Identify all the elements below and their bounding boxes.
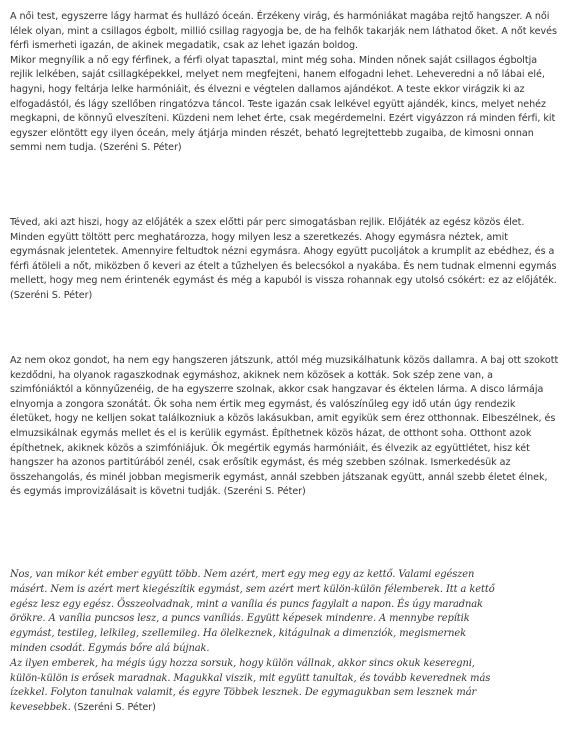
text-line: semmi nem tudja. (Szeréni S. Péter) bbox=[10, 142, 182, 154]
text-line: lélek olyan, mint a csillagos égbolt, millió csillag ragyogja be, de ha felhők takarják nem láthatod őket. A nőt kevés bbox=[10, 25, 557, 37]
text-fragment: kevesebbek. bbox=[10, 702, 71, 714]
text-line: szimfóniáktól a könnyűzenéig, de ha egyszerre szolnak, akkor csak hangzavar és éktelen lárma. A disco lármája bbox=[10, 384, 544, 396]
text-line: külön-külön is erősek maradnak. Magukkal viszik, mit együtt tanultak, és tovább keverednek más bbox=[10, 672, 491, 684]
signature: (Szeréni S. Péter) bbox=[70, 702, 156, 714]
text-line: Az ilyen emberek, ha mégis úgy hozza sorsuk, hogy külön vállnak, akkor sincs okuk keseregni, bbox=[10, 657, 475, 669]
text-line: rejlik lelkében, saját csillagképekkel, melyet nem megfejteni, hanem elfogadni lehet. Leheveredni a nő lábai elé, bbox=[10, 69, 545, 81]
text-line: elmuzsikálnak egymás mellet és el is kerülik egymást. Építhetnek közös házat, de otthont soha. Otthont azok bbox=[10, 427, 532, 439]
text-line: és egymás improvizálásait is követni tudják. (Szeréni S. Péter) bbox=[10, 486, 306, 498]
text-line: Mikor megnyílik a nő egy férfinek, a férfi olyat tapasztal, mint még soha. Minden nőnek saját csillagos égboltja bbox=[10, 54, 538, 66]
text-line: Nos, van mikor két ember együtt több. Nem azért, mert egy meg egy az kettő. Valami egészen bbox=[10, 569, 475, 580]
text-line: összehangolás, és minél jobban megismerik egymást, annál szebben játszanak együtt, annál szebb életet élnek, bbox=[10, 471, 548, 483]
text-line: egymást, testileg, lelkileg, szellemileg. Ha ölelkeznek, kitágulnak a dimenziók, megismernek bbox=[10, 628, 466, 640]
text-line: Az nem okoz gondot, ha nem egy hangszeren játszunk, attól még muzsikálhatunk közös dallamra. A baj ott szokott bbox=[10, 355, 559, 366]
text-line: elfogadástól, és lágy szellőben ringatózva táncol. Teste igazán csak lelkével együtt ajándék, kincs, melyet nehéz bbox=[10, 98, 547, 110]
paragraph-instruments bbox=[10, 354, 566, 500]
text-line: életüket, hogy ne kelljen sokat találkozniuk a közös lakásukban, amit egyikük sem érez otthonnak. Elbeszélnek, és bbox=[10, 413, 556, 425]
text-line: ízekkel. Folyton tanulnak valamit, és egyre Többek lesznek. De egymagukban sem lesznek már bbox=[10, 687, 477, 699]
text-line: másért. Nem is azért mert kiegészítik egymást, sem azért mert külön-külön félemberek. Itt a kettő bbox=[10, 583, 495, 595]
text-line: hagyni, hogy feltárja lelke harmóniáit, és élvezni e végtelen dallamos ajándékot. A teste ekkor virágzik ki az bbox=[10, 83, 525, 95]
text-line: megkapni, de könnyű elveszíteni. Küzdeni nem lehet érte, csak megérdemelni. Ezért vigyázzon rá minden férfi, kit bbox=[10, 113, 556, 125]
text-line: egész lesz egy egész. Összeolvadnak, mint a vanília és puncs fagylalt a napon. És úgy maradnak bbox=[10, 598, 483, 610]
text-line: építhetnek, akiknek közös a szimfóniájuk. Ők megértik egymás harmóniáit, és élvezik az együttlétet, hisz két bbox=[10, 442, 530, 454]
paragraph-together bbox=[10, 568, 566, 716]
text-line: férfi átöleli a nőt, miközben ő keveri az ételt a tűzhelyen és belecsókol a nyakába. És nem tudnak elmenni egymás bbox=[10, 260, 557, 272]
text-line: egymásnak jelentetek. Amennyire feltudtok nézni egymásra. Ahogy együtt pucoljátok a krumplit az ebédhez, és a bbox=[10, 246, 555, 258]
text-line: örökre. A vanília puncsos lesz, a puncs vaníliás. Együtt képesek mindenre. A mennybe repítik bbox=[10, 613, 470, 625]
text-line-last bbox=[10, 701, 566, 716]
text-line: kezdődni, ha olyanok ragaszkodnak egymáshoz, akiknek nem közösek a kották. Sok szép zene van, a bbox=[10, 369, 493, 381]
paragraph-woman-body bbox=[10, 10, 566, 156]
text-line: A női test, egyszerre lágy harmat és hullázó óceán. Érzékeny virág, és harmóniákat magába rejtő hangszer. A női bbox=[10, 11, 550, 22]
text-line: egyszer elöntött egy ilyen óceán, mely átjárja minden részét, beható legrejtettebb zugaiba, de kimosni onnan bbox=[10, 127, 534, 139]
text-line: mellett, hogy meg nem érintenék egymást és még a kapuból is vissza rohannak egy utolsó csókért: ez az előjáték. bbox=[10, 275, 557, 287]
text-line: (Szeréni S. Péter) bbox=[10, 289, 93, 301]
text-line: Téved, aki azt hiszi, hogy az előjáték a szex előtti pár perc simogatásban rejlik. Előjáték az egész közös élet. bbox=[10, 217, 525, 228]
text-line: Minden együtt töltött perc meghatározza, hogy milyen lesz a szeretkezés. Ahogy egymásra néztek, amit bbox=[10, 231, 508, 243]
text-line: férfi ismerheti igazán, de akinek megadatik, csak az lehet igazán boldog. bbox=[10, 40, 359, 52]
paragraph-foreplay bbox=[10, 216, 566, 304]
text-line: elnyomja a zongora szonátát. Ők soha nem értik meg egymást, és valószínűleg egy idő után úgy rendezik bbox=[10, 398, 516, 410]
text-line: hangszer ha azonos partitúrából zenél, csak erősítik egymást, és még szebben szólnak. Ismerkedésük az bbox=[10, 457, 511, 469]
text-line: minden csodát. Egymás bőre alá bújnak. bbox=[10, 642, 210, 654]
